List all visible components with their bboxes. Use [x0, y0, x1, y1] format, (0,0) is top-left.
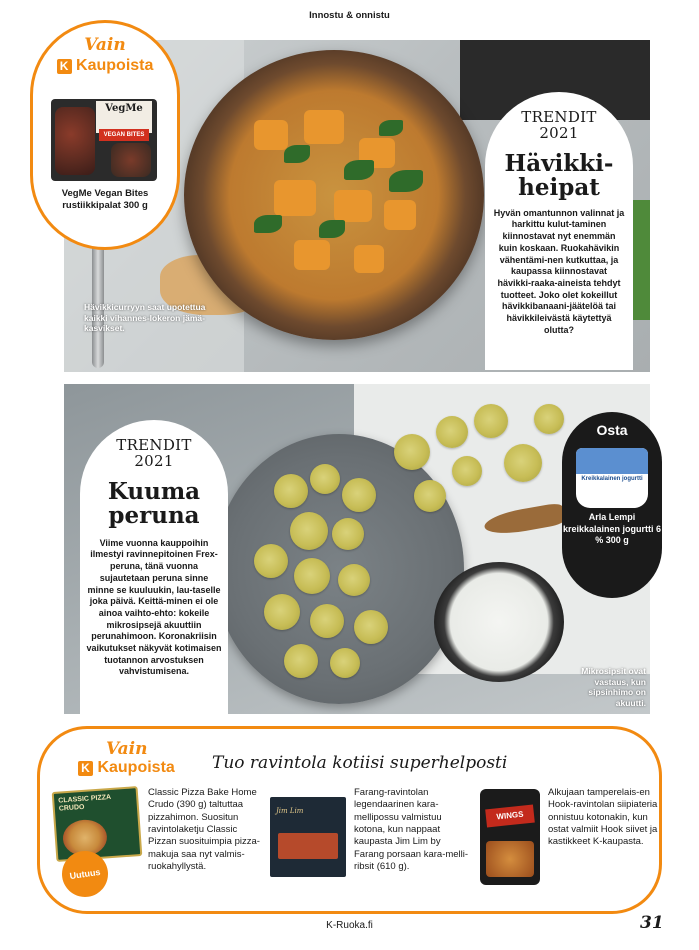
pack-food-image	[55, 107, 95, 175]
box-title: Tuo ravintola kotiisi superhelposti	[212, 753, 508, 773]
curry-piece	[334, 190, 372, 222]
potato-chip	[294, 558, 330, 594]
yogurt-lid	[576, 448, 648, 474]
potato-chip	[414, 480, 446, 512]
ribs-image	[278, 833, 338, 859]
osta-title: Osta	[596, 422, 628, 438]
potato-chip	[330, 648, 360, 678]
potato-chip	[504, 444, 542, 482]
ribs-pack-text: Jim Lim	[276, 807, 304, 815]
potato-chip	[264, 594, 300, 630]
cilantro-leaf	[379, 120, 403, 136]
potato-chip	[290, 512, 328, 550]
product-caption: VegMe Vegan Bites rustiikkipalat 300 g	[61, 188, 149, 211]
kaupoista-label: Kaupoista	[76, 57, 154, 74]
trend-year: 2021	[539, 123, 579, 142]
potato-chip	[310, 604, 344, 638]
pack-brand: VegMe	[96, 101, 152, 133]
curry-piece	[274, 180, 316, 216]
product-text-wings: Alkujaan tamperelais-en Hook-ravintolan siipiateria onnistuu kotonakin, kun ostat valmiit Hook siivet ja kastikkeet K-kaupasta.	[548, 787, 658, 848]
potato-chip	[274, 474, 308, 508]
curry-piece	[254, 120, 288, 150]
curry-piece	[384, 200, 416, 230]
potato-chip	[338, 564, 370, 596]
trend-body: Hyvän omantunnon valinnat ja harkittu kulut-taminen kiinnostavat nyt enemmän kuin koskaan. Ruokahävikin vähentämi-nen kutkuttaa, ja kaupassa kiinnostavat hävikki-raaka-aineista tehdyt tuotteet. Joko olet kokeillut hävikkibanaani-jäätelöä tai hävikkileivästä käytettyä olutta?	[493, 207, 625, 335]
pizza-package	[52, 786, 143, 862]
trend-title-line1: Hävikki-	[504, 149, 614, 177]
wings-package	[480, 789, 540, 885]
vain-label: Vain	[106, 739, 148, 759]
potato-chip	[452, 456, 482, 486]
potato-chip	[394, 434, 430, 470]
pack-label: VEGAN BITES	[99, 129, 149, 141]
trend-title-line2: heipat	[518, 173, 600, 201]
potato-chip	[474, 404, 508, 438]
page-number: 31	[640, 913, 664, 933]
trend-kicker: TRENDIT	[521, 108, 597, 126]
potato-chip	[284, 644, 318, 678]
yogurt-package	[576, 448, 648, 508]
curry-piece	[294, 240, 330, 270]
wings-image	[486, 841, 534, 877]
potato-chip	[436, 416, 468, 448]
photo-caption: Mikrosipsit ovat vastaus, kun sipsinhimo on akuutti.	[581, 666, 646, 708]
potato-chip	[534, 404, 564, 434]
trend-year: 2021	[134, 451, 174, 470]
vain-k-kaupoista-badge	[30, 20, 180, 250]
vain-k-kaupoista-box	[37, 726, 662, 914]
trend-kicker: TRENDIT	[116, 436, 192, 454]
vain-label-wrap	[106, 739, 147, 759]
cilantro-leaf	[284, 145, 310, 163]
curry-piece	[304, 110, 344, 144]
pack-food-image	[111, 143, 151, 177]
curry-bowl	[184, 50, 484, 340]
potato-chip	[332, 518, 364, 550]
cilantro-leaf	[389, 170, 423, 192]
vain-label-wrap	[33, 35, 177, 55]
herb-garnish	[630, 200, 650, 320]
kaupoista-label: Kaupoista	[97, 759, 175, 776]
cilantro-leaf	[344, 160, 374, 180]
cilantro-leaf	[319, 220, 345, 238]
potato-chip	[310, 464, 340, 494]
chips-plate	[214, 434, 464, 704]
potato-chip	[342, 478, 376, 512]
pizza-pack-text: CLASSIC PIZZA CRUDO	[58, 793, 112, 813]
cilantro-leaf	[254, 215, 282, 233]
wings-pack-text: WINGS	[485, 805, 535, 828]
ribs-package	[270, 797, 346, 877]
uutuus-badge: Uutuus	[59, 848, 111, 900]
product-caption: Arla Lempi kreikkalainen jogurtti 6 % 300 g	[562, 512, 662, 546]
dip-bowl	[434, 562, 564, 682]
vain-label: Vain	[84, 35, 126, 55]
product-text-ribs: Farang-ravintolan legendaarinen kara-mellipossu valmistuu kotona, kun nappaat kaupasta Jim Lim by Farang porsaan kara-melli-ribsit (610 g).	[354, 787, 469, 873]
yogurt-label: Kreikkalainen jogurtti	[581, 476, 643, 482]
k-kaupoista-wrap	[78, 759, 175, 777]
k-kaupoista-wrap	[33, 57, 177, 75]
trend-title-line1: Kuuma	[107, 477, 201, 505]
osta-badge	[562, 412, 662, 598]
potato-chip	[254, 544, 288, 578]
trend-body: Viime vuonna kauppoihin ilmestyi ravinnepitoinen Frex-peruna, tänä vuonna sujautetaan peruna sinne minne se kuuluukin, lau-taselle joka päivä. Keittä-minen ei ole ainoa vaihto-ehto: kokeile mikrosipsejä akuuttiin perunahimoon. Koronakriisin vaikutukset näkyvät kotimaisen tuotannon arvostuksen vahvistumisena.	[86, 537, 222, 677]
trend-card-peruna	[80, 420, 228, 720]
k-logo-icon: K	[57, 59, 72, 74]
k-logo-icon: K	[78, 761, 93, 776]
trend-title-line2: peruna	[108, 501, 200, 529]
footer-site: K-Ruoka.fi	[326, 920, 373, 931]
curry-piece	[354, 245, 384, 273]
section-label: Innostu & onnistu	[309, 10, 390, 21]
potato-chip	[354, 610, 388, 644]
product-text-pizza: Classic Pizza Bake Home Crudo (390 g) taltuttaa pizzahimon. Suositun ravintolaketju Classic Pizzan suosituimpia pizza-makuja saa nyt valmis-ruokahyllystä.	[148, 787, 260, 873]
trend-card-havikki	[485, 92, 633, 370]
photo-caption: Hävikkicurryyn saat upotettua kaikki vihannes-lokeron jämä-kasvikset.	[84, 302, 206, 334]
vegme-package	[51, 99, 157, 181]
